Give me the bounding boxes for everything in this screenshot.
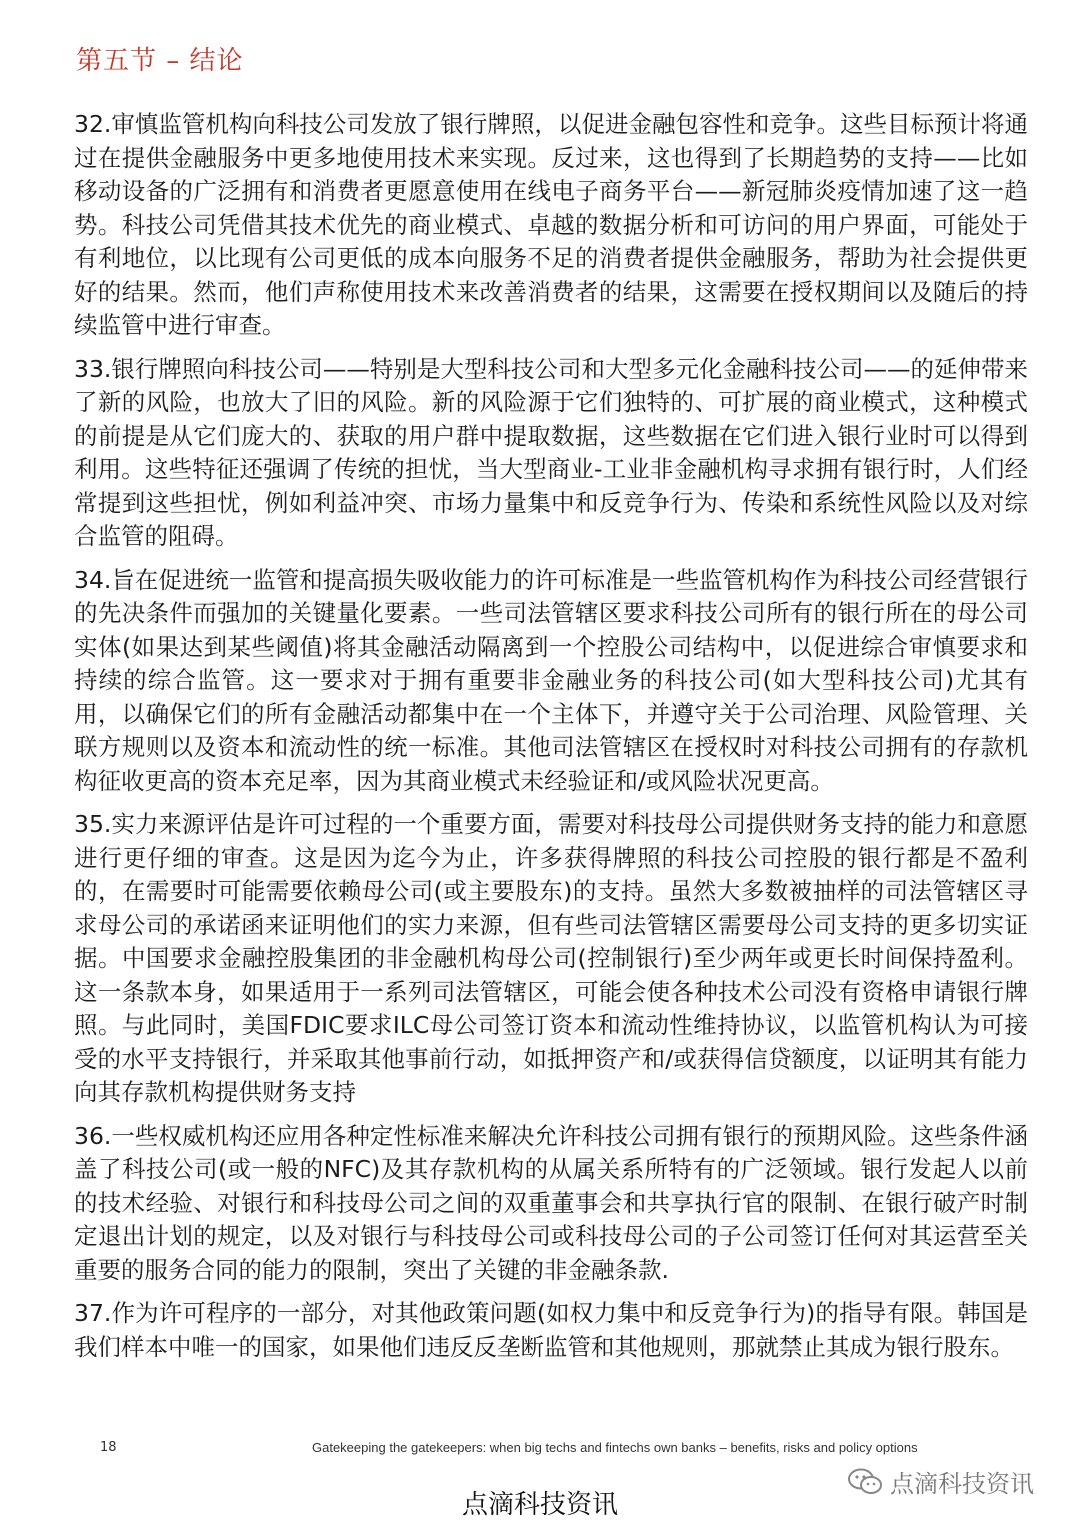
paragraph-35: 35.实力来源评估是许可过程的一个重要方面，需要对科技母公司提供财务支持的能力和意愿进行更仔细的审查。这是因为迄今为止，许多获得牌照的科技公司控股的银行都是不盈利的，在需要时可能需要依赖母公司(或主要股东)的支持。虽然大多数被抽样的司法管辖区寻求母公司的承诺函来证明他们的实力来源，但有些司法管辖区需要母公司支持的更多切实证据。中国要求金融控股集团的非金融机构母公司(控制银行)至少两年或更长时间保持盈利。这一条款本身，如果适用于一系列司法管辖区，可能会使各种技术公司没有资格申请银行牌照。与此同时，美国FDIC要求ILC母公司签订资本和流动性维持协议，以监管机构认为可接受的水平支持银行，并采取其他事前行动，如抵押资产和/或获得信贷额度，以证明其有能力向其存款机构提供财务支持 [74, 810, 1028, 1106]
section-title: 第五节 – 结论 [76, 46, 244, 76]
paragraph-33: 33.银行牌照向科技公司——特别是大型科技公司和大型多元化金融科技公司——的延伸带来了新的风险，也放大了旧的风险。新的风险源于它们独特的、可扩展的商业模式，这种模式的前提是从它们庞大的、获取的用户群中提取数据，这些数据在它们进入银行业时可以得到利用。这些特征还强调了传统的担忧，当大型商业-工业非金融机构寻求拥有银行时，人们经常提到这些担忧，例如利益冲突、市场力量集中和反竞争行为、传染和系统性风险以及对综合监管的阻碍。 [74, 354, 1028, 550]
paragraph-36: 36.一些权威机构还应用各种定性标准来解决允许科技公司拥有银行的预期风险。这些条件涵盖了科技公司(或一般的NFC)及其存款机构的从属关系所特有的广泛领域。银行发起人以前的技术经验、对银行和科技母公司之间的双重董事会和共享执行官的限制、在银行破产时制定退出计划的规定，以及对银行与科技母公司或科技母公司的子公司签订任何对其运营至关重要的服务合同的能力的限制，突出了关键的非金融条款. [74, 1121, 1028, 1284]
footer-doc-title: Gatekeeping the gatekeepers: when big techs and fintechs own banks – benefits, risks and policy options [312, 1440, 918, 1455]
paragraph-37: 37.作为许可程序的一部分，对其他政策问题(如权力集中和反竞争行为)的指导有限。韩国是我们样本中唯一的国家，如果他们违反反垄断监管和其他规则，那就禁止其成为银行股东。 [74, 1299, 1028, 1361]
paragraph-34: 34.旨在促进统一监管和提高损失吸收能力的许可标准是一些监管机构作为科技公司经营银行的先决条件而强加的关键量化要素。一些司法管辖区要求科技公司所有的银行所在的母公司实体(如果达到某些阈值)将其金融活动隔离到一个控股公司结构中，以促进综合审慎要求和持续的综合监管。这一要求对于拥有重要非金融业务的科技公司(如大型科技公司)尤其有用，以确保它们的所有金融活动都集中在一个主体下，并遵守关于公司治理、风险管理、关联方规则以及资本和流动性的统一标准。其他司法管辖区在授权时对科技公司拥有的存款机构征收更高的资本充足率，因为其商业模式未经验证和/或风险状况更高。 [74, 565, 1028, 795]
body-text [74, 108, 1028, 1374]
page-number: 18 [100, 1440, 117, 1455]
paragraph-32: 32.审慎监管机构向科技公司发放了银行牌照，以促进金融包容性和竞争。这些目标预计将通过在提供金融服务中更多地使用技术来实现。反过来，这也得到了长期趋势的支持——比如移动设备的广泛拥有和消费者更愿意使用在线电子商务平台——新冠肺炎疫情加速了这一趋势。科技公司凭借其技术优先的商业模式、卓越的数据分析和可访问的用户界面，可能处于有利地位，以比现有公司更低的成本向服务不足的消费者提供金融服务，帮助为社会提供更好的结果。然而，他们声称使用技术来改善消费者的结果，这需要在授权期间以及随后的持续监管中进行审查。 [74, 110, 1028, 339]
bottom-brand: 点滴科技资讯 [461, 1490, 618, 1520]
watermark-account-name: 点滴科技资讯 [890, 1470, 1034, 1498]
